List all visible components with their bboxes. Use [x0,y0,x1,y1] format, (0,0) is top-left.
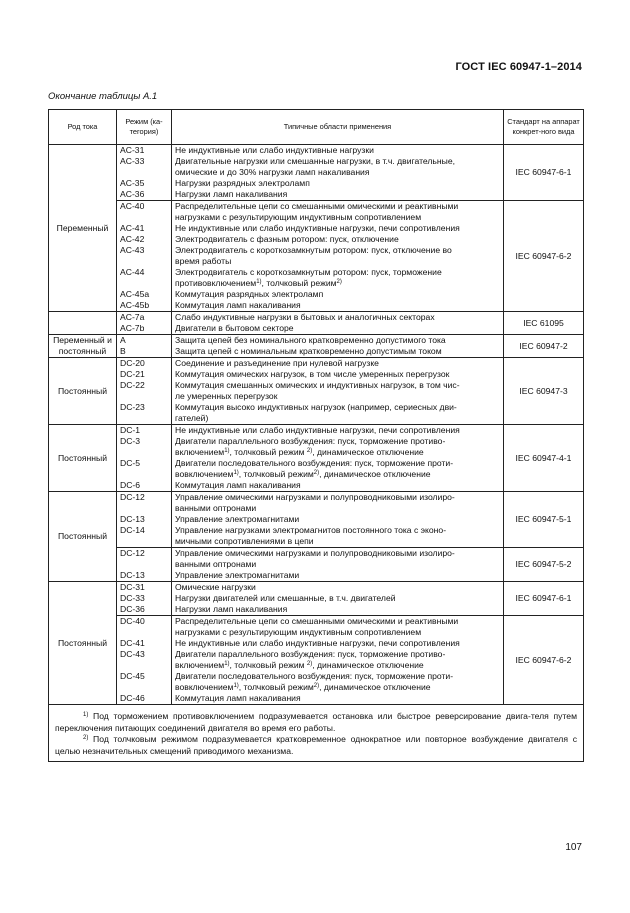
document-standard-header: ГОСТ IEC 60947-1–2014 [455,61,582,73]
table-row [49,548,584,582]
standard-cell: IEC 60947-5-2 [504,548,584,582]
mode-code [120,627,168,638]
mode-code: DC-1 [120,425,141,435]
application-line: ванными оптронами [175,559,257,569]
mode-code [120,469,168,480]
application-line: Двигатели параллельного возбуждения: пуск, торможение противо- [175,436,446,446]
application-line: Не индуктивные или слабо индуктивные нагрузки [175,145,374,155]
table-row [49,335,584,358]
applications-cell [172,358,504,425]
application-line: ле умеренных перегрузок [175,391,278,401]
application-line: Двигатели в бытовом секторе [175,323,294,333]
application-line: Управление электромагнитами [175,570,300,580]
mode-code: A [120,335,126,345]
application-line: Коммутация ламп накаливания [175,480,301,490]
mode-cell [117,145,172,201]
mode-code [120,278,168,289]
table-row [49,201,584,312]
mode-code: AC-44 [120,267,145,277]
application-line: Двигатели последовательного возбуждения: пуск, торможение проти- [175,671,454,681]
mode-cell [117,548,172,582]
mode-cell [117,201,172,312]
table-row [49,312,584,335]
standard-cell: IEC 60947-6-2 [504,616,584,705]
mode-code: DC-46 [120,693,145,703]
application-line: Нагрузки ламп накаливания [175,604,288,614]
mode-code: AC-45b [120,300,150,310]
application-line: нагрузками с результирующим индуктивным сопротивлением [175,212,422,222]
application-line: включением$^{1)}$, толчковый режим $^{2)}$, динамическое отключение [175,660,424,670]
mode-code [120,559,168,570]
mode-code: DC-12 [120,548,145,558]
footnotes-row [49,705,584,762]
application-line: мичными сопротивлениями в цепи [175,536,314,546]
standard-cell: IEC 60947-2 [504,335,584,358]
application-line: вовключением$^{1)}$, толчковый режим$^{2)}$, динамическое отключение [175,682,431,692]
application-line: вовключением$^{1)}$, толчковый режим$^{2)}$, динамическое отключение [175,469,431,479]
mode-code [120,167,168,178]
application-line: Коммутация омических нагрузок, в том числе умеренных перегрузок [175,369,450,379]
standard-cell: IEC 61095 [504,312,584,335]
applications-cell [172,616,504,705]
application-line: Коммутация разрядных электроламп [175,289,324,299]
application-line: Коммутация ламп накаливания [175,693,301,703]
mode-code: AC-43 [120,245,145,255]
applications-cell [172,492,504,548]
application-line: Нагрузки двигателей или смешанные, в т.ч. двигателей [175,593,396,603]
mode-cell [117,358,172,425]
mode-cell [117,616,172,705]
mode-code: AC-40 [120,201,145,211]
application-line: Двигатели последовательного возбуждения: пуск, торможение проти- [175,458,454,468]
mode-code: DC-23 [120,402,145,412]
application-line: Не индуктивные или слабо индуктивные нагрузки, печи сопротивления [175,223,460,233]
current-type-cell: Постоянный [49,492,117,582]
mode-code: DC-5 [120,458,141,468]
col-header-mode: Режим (ка-тегория) [117,110,172,145]
application-line: Коммутация ламп накаливания [175,300,301,310]
mode-code: B [120,346,126,356]
table-caption: Окончание таблицы А.1 [48,91,158,102]
application-line: Управление омическими нагрузками и полупроводниковыми изолиро- [175,492,455,502]
application-line: Электродвигатель с фазным ротором: пуск, отключение [175,234,399,244]
applications-cell [172,145,504,201]
current-type-cell: Постоянный [49,582,117,705]
application-line: Двигатели параллельного возбуждения: пуск, торможение противо- [175,649,446,659]
application-line: Омические нагрузки [175,582,256,592]
table-row [49,582,584,616]
applications-cell [172,201,504,312]
mode-code [120,212,168,223]
mode-code [120,447,168,458]
application-line: Распределительные цепи со смешанными омическими и реактивными [175,616,459,626]
mode-code: AC-33 [120,156,145,166]
application-line: Коммутация высоко индуктивных нагрузок (например, сериесных дви- [175,402,457,412]
mode-code: AC-7b [120,323,145,333]
mode-code: AC-41 [120,223,145,233]
applications-cell [172,548,504,582]
table-row [49,145,584,201]
table-row [49,492,584,548]
application-line: Электродвигатель с короткозамкнутым ротором: пуск, торможение [175,267,442,277]
application-line: Коммутация смешанных омических и индуктивных нагрузок, в том чис- [175,380,460,390]
application-line: Защита цепей с номинальным кратковременно допустимым током [175,346,442,356]
current-type-cell: Постоянный [49,358,117,425]
application-line: время работы [175,256,232,266]
application-line: омические и до 30% нагрузки ламп накаливания [175,167,370,177]
mode-code: DC-40 [120,616,145,626]
application-line: Управление нагрузками электромагнитов постоянного тока с эконо- [175,525,447,535]
application-line: Защита цепей без номинального кратковременно допустимого тока [175,335,446,345]
mode-cell [117,312,172,335]
mode-code: DC-14 [120,525,145,535]
mode-code: DC-3 [120,436,141,446]
mode-code [120,536,168,547]
application-line: гателей) [175,413,209,423]
standard-cell: IEC 60947-6-2 [504,201,584,312]
categories-table [48,109,584,762]
mode-code: AC-42 [120,234,145,244]
mode-code [120,256,168,267]
current-type-cell: Переменный [49,145,117,312]
table-row [49,358,584,425]
application-line: нагрузками с результирующим индуктивным сопротивлением [175,627,422,637]
mode-code: DC-31 [120,582,145,592]
application-line: Не индуктивные или слабо индуктивные нагрузки, печи сопротивления [175,425,460,435]
mode-code: AC-35 [120,178,145,188]
mode-code: DC-22 [120,380,145,390]
mode-code: DC-20 [120,358,145,368]
mode-code: AC-31 [120,145,145,155]
mode-code [120,391,168,402]
current-type-cell: Постоянный [49,425,117,492]
mode-code: DC-45 [120,671,145,681]
table-body [49,145,584,762]
mode-code [120,660,168,671]
standard-cell: IEC 60947-3 [504,358,584,425]
footnote: $^{2)}$ Под толчковым режимом подразумевается кратковременное однократное или повторное возбуждение двигателя с целью незначительных смещений приводимого механизма. [55,734,577,756]
application-line: Нагрузки ламп накаливания [175,189,288,199]
col-header-current-type: Род тока [49,110,117,145]
col-header-standard: Стандарт на аппарат конкрет-ного вида [504,110,584,145]
mode-code [120,682,168,693]
application-line: Соединение и разъединение при нулевой нагрузке [175,358,379,368]
mode-cell [117,425,172,492]
mode-cell [117,492,172,548]
standard-cell: IEC 60947-6-1 [504,145,584,201]
mode-code: AC-7a [120,312,145,322]
table-row [49,616,584,705]
application-line: включением$^{1)}$, толчковый режим $^{2)}$, динамическое отключение [175,447,424,457]
mode-code: DC-41 [120,638,145,648]
mode-code: DC-6 [120,480,141,490]
footnote: $^{1)}$ Под торможением противовключением подразумевается остановка или быстрое реверсирование двига-теля путем переключения питающих соединений двигателя во время его работы. [55,711,577,733]
mode-code: AC-45a [120,289,150,299]
mode-code [120,503,168,514]
applications-cell [172,312,504,335]
mode-code: DC-36 [120,604,145,614]
table-header-row [49,110,584,145]
standard-cell: IEC 60947-5-1 [504,492,584,548]
current-type-cell: Переменный и постоянный [49,335,117,358]
mode-code: DC-13 [120,570,145,580]
application-line: Нагрузки разрядных электроламп [175,178,310,188]
standard-cell: IEC 60947-4-1 [504,425,584,492]
mode-code: DC-43 [120,649,145,659]
mode-cell [117,582,172,616]
application-line: Распределительные цепи со смешанными омическими и реактивными [175,201,459,211]
mode-code: DC-12 [120,492,145,502]
mode-code: DC-21 [120,369,145,379]
page-number: 107 [565,842,582,853]
col-header-applications: Типичные области применения [172,110,504,145]
application-line: ванными оптронами [175,503,257,513]
application-line: Управление электромагнитами [175,514,300,524]
mode-code: DC-33 [120,593,145,603]
application-line: Не индуктивные или слабо индуктивные нагрузки, печи сопротивления [175,638,460,648]
application-line: Управление омическими нагрузками и полупроводниковыми изолиро- [175,548,455,558]
application-line: Двигательные нагрузки или смешанные нагрузки, в т.ч. двигательные, [175,156,455,166]
applications-cell [172,582,504,616]
mode-code: AC-36 [120,189,145,199]
mode-code [120,413,168,424]
footnotes-cell [49,705,584,762]
application-line: противовключением$^{1)}$, толчковый режим$^{2)}$ [175,278,342,288]
application-line: Электродвигатель с короткозамкнутым ротором: пуск, отключение во [175,245,452,255]
mode-cell [117,335,172,358]
standard-cell: IEC 60947-6-1 [504,582,584,616]
application-line: Слабо индуктивные нагрузки в бытовых и аналогичных секторах [175,312,435,322]
mode-code: DC-13 [120,514,145,524]
applications-cell [172,425,504,492]
current-type-cell [49,312,117,335]
table-row [49,425,584,492]
applications-cell [172,335,504,358]
